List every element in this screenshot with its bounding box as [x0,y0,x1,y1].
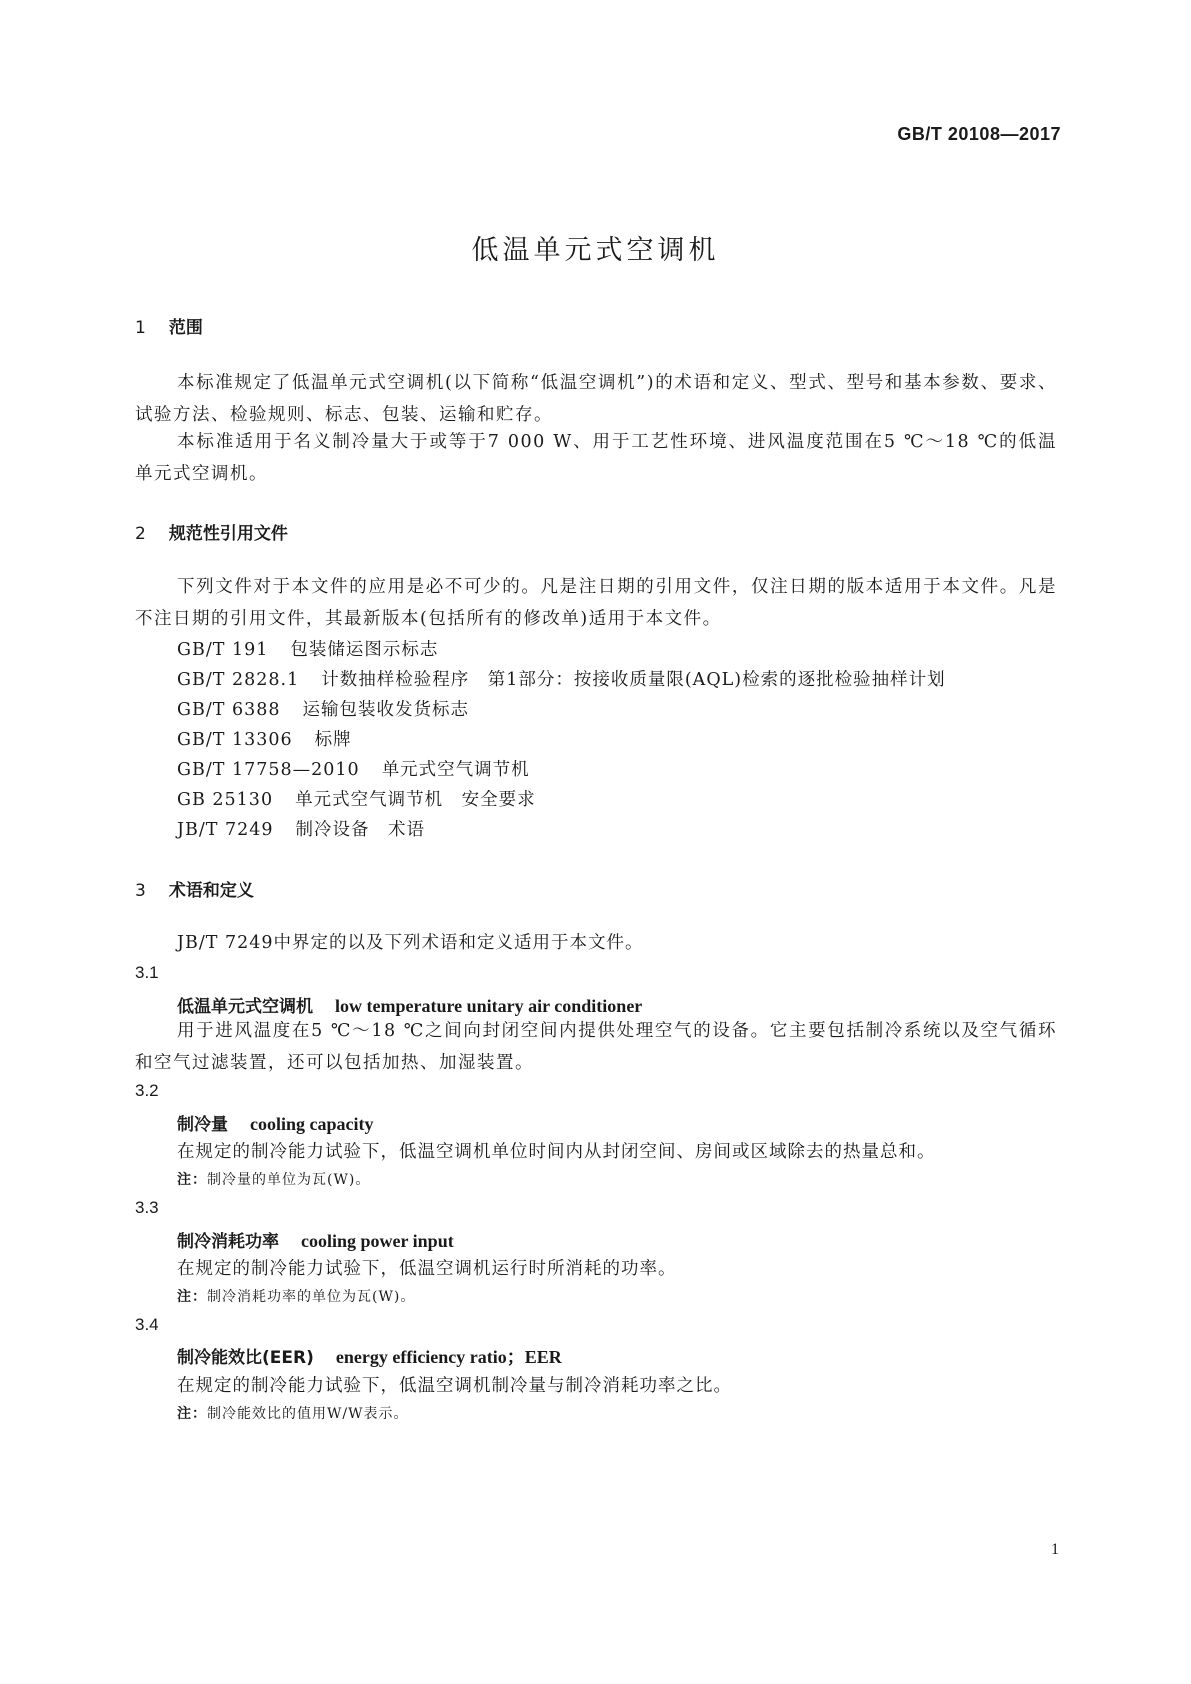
standard-code: GB/T 20108—2017 [897,124,1061,144]
reference-item [177,666,946,691]
term-chinese: 制冷量 [177,1115,228,1135]
term-definition: 在规定的制冷能力试验下，低温空调机单位时间内从封闭空间、房间或区域除去的热量总和。 [177,1142,936,1162]
section-number: 1 [135,318,146,338]
reference-code: GB/T 191 [177,640,269,660]
document-title: 低温单元式空调机 [471,235,720,266]
term-heading [177,1110,374,1135]
term-note [177,1169,370,1189]
reference-title: 单元式空气调节机 安全要求 [295,790,536,810]
term-number: 3.2 [135,1081,159,1100]
reference-code: GB 25130 [177,790,274,810]
term-chinese: 制冷能效比(EER) [177,1348,314,1368]
scope-paragraph-1: 本标准规定了低温单元式空调机(以下简称“低温空调机”)的术语和定义、型式、型号和基本参数、要求、试验方法、检验规则、标志、包装、运输和贮存。 [135,373,1057,425]
term-definition: 在规定的制冷能力试验下，低温空调机制冷量与制冷消耗功率之比。 [177,1376,732,1396]
note-label: 注： [177,1172,207,1188]
section-1-heading [135,313,203,338]
term-heading [177,1227,454,1252]
reference-title: 包装储运图示标志 [290,640,439,660]
reference-title: 制冷设备 术语 [295,820,426,840]
reference-item [177,726,352,751]
term-heading [177,992,642,1017]
page-number: 1 [1051,1541,1059,1558]
section-title: 范围 [168,318,203,338]
references-intro: 下列文件对于本文件的应用是必不可少的。凡是注日期的引用文件，仅注日期的版本适用于本文件。凡是不注日期的引用文件，其最新版本(包括所有的修改单)适用于本文件。 [135,577,1057,629]
term-english: energy efficiency ratio；EER [335,1347,562,1367]
section-title: 规范性引用文件 [168,524,288,544]
reference-code: GB/T 17758—2010 [177,760,360,780]
note-label: 注： [177,1289,207,1305]
term-definition: 用于进风温度在5 ℃～18 ℃之间向封闭空间内提供处理空气的设备。它主要包括制冷系统以及空气循环和空气过滤装置，还可以包括加热、加湿装置。 [135,1021,1057,1073]
reference-title: 计数抽样检验程序 第1部分：按接收质量限(AQL)检索的逐批检验抽样计划 [321,670,946,690]
term-note [177,1403,409,1423]
section-2-heading [135,519,288,544]
reference-code: GB/T 6388 [177,700,281,720]
reference-title: 单元式空气调节机 [381,760,530,780]
term-english: cooling power input [301,1231,454,1251]
note-text: 制冷量的单位为瓦(W)。 [207,1172,371,1188]
note-label: 注： [177,1406,207,1422]
terms-intro: JB/T 7249中界定的以及下列术语和定义适用于本文件。 [177,933,644,953]
scope-paragraph-2: 本标准适用于名义制冷量大于或等于7 000 W、用于工艺性环境、进风温度范围在5 ℃～18 ℃的低温单元式空调机。 [135,432,1057,484]
term-note [177,1286,415,1306]
term-heading [177,1343,562,1369]
reference-item [177,696,469,721]
term-chinese: 制冷消耗功率 [177,1232,279,1252]
section-number: 2 [135,524,146,544]
reference-item [177,756,530,781]
term-english: cooling capacity [250,1114,374,1134]
section-3-heading [135,876,254,901]
reference-title: 标牌 [314,730,352,750]
reference-code: JB/T 7249 [177,820,274,840]
reference-code: GB/T 13306 [177,730,293,750]
section-number: 3 [135,881,146,901]
note-text: 制冷消耗功率的单位为瓦(W)。 [207,1289,416,1305]
reference-item [177,636,438,661]
section-title: 术语和定义 [168,881,254,901]
reference-item [177,816,425,841]
term-chinese: 低温单元式空调机 [177,997,313,1017]
reference-code: GB/T 2828.1 [177,670,300,690]
term-number: 3.3 [135,1198,159,1217]
reference-item [177,786,536,811]
reference-title: 运输包装收发货标志 [302,700,470,720]
term-english: low temperature unitary air conditioner [335,996,643,1016]
term-number: 3.4 [135,1315,159,1334]
term-number: 3.1 [135,963,159,982]
term-definition: 在规定的制冷能力试验下，低温空调机运行时所消耗的功率。 [177,1259,677,1279]
note-text: 制冷能效比的值用W/W表示。 [207,1406,409,1422]
